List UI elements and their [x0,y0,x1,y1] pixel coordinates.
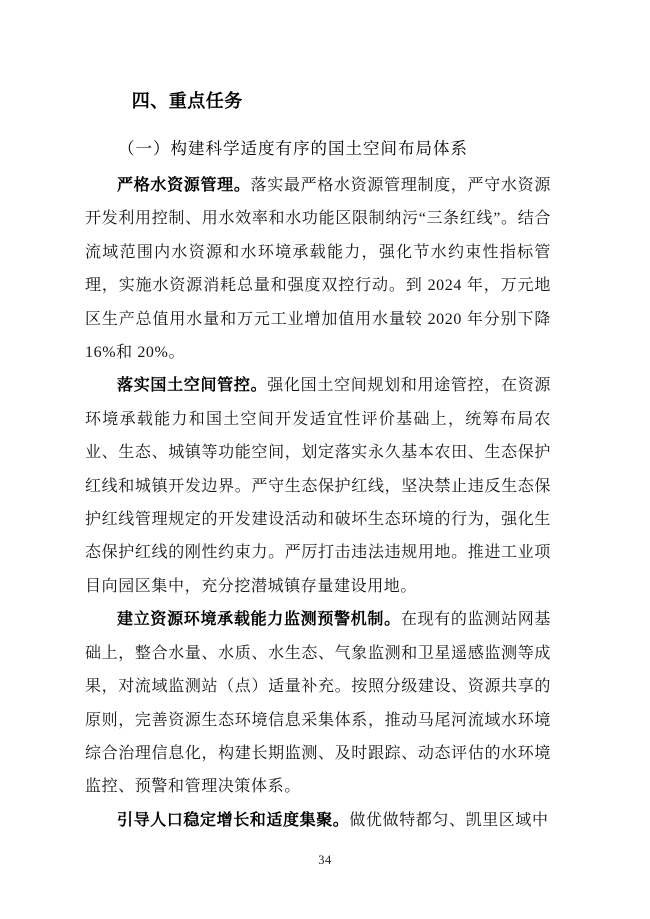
paragraph-lead: 建立资源环境承载能力监测预警机制。 [117,611,401,629]
subsection-heading: （一）构建科学适度有序的国土空间布局体系 [118,139,468,158]
paragraph-text: 在现有的监测站网基础上，整合水量、水质、水生态、气象监测和卫星遥感监测等成果，对流域监测站（点）适量补充。按照分级建设、资源共享的原则，完善资源生态环境信息采集体系，推动马尾河流域水环境综合治理信息化，构建长期监测、及时跟踪、动态评估的水环境监控、预警和管理决策体系。 [85,611,551,796]
paragraph-lead: 严格水资源管理。 [117,177,251,194]
paragraph-monitoring-warning [85,603,551,803]
paragraph-population-growth [85,804,551,837]
document-content [85,88,551,837]
section-heading: 四、重点任务 [131,91,243,111]
page-footer [0,851,650,869]
paragraph-water-resources [85,169,551,369]
paragraph-lead: 引导人口稳定增长和适度集聚。 [117,811,350,829]
page-number: 34 [318,853,332,867]
paragraph-lead: 落实国土空间管控。 [117,377,268,395]
paragraph-text: 强化国土空间规划和用途管控，在资源环境承载能力和国土空间开发适宜性评价基础上，统筹布局农业、生态、城镇等功能空间，划定落实永久基本农田、生态保护红线和城镇开发边界。严守生态保护红线，坚决禁止违反生态保护红线管理规定的开发建设活动和破坏生态环境的行为，强化生态保护红线的刚性约束力。严厉打击违法违规用地。推进工业项目向园区集中，充分挖潜城镇存量建设用地。 [85,377,551,595]
paragraph-land-space-control [85,369,551,603]
paragraph-text: 落实最严格水资源管理制度，严守水资源开发利用控制、用水效率和水功能区限制纳污“三条红线”。结合流域范围内水资源和水环境承载能力，强化节水约束性指标管理，实施水资源消耗总量和强度双控行动。到 2024 年，万元地区生产总值用水量和万元工业增加值用水量较 2020 年分别下降 16%和 20%。 [85,177,551,362]
paragraph-text: 做优做特都匀、凯里区域中 [349,811,549,829]
